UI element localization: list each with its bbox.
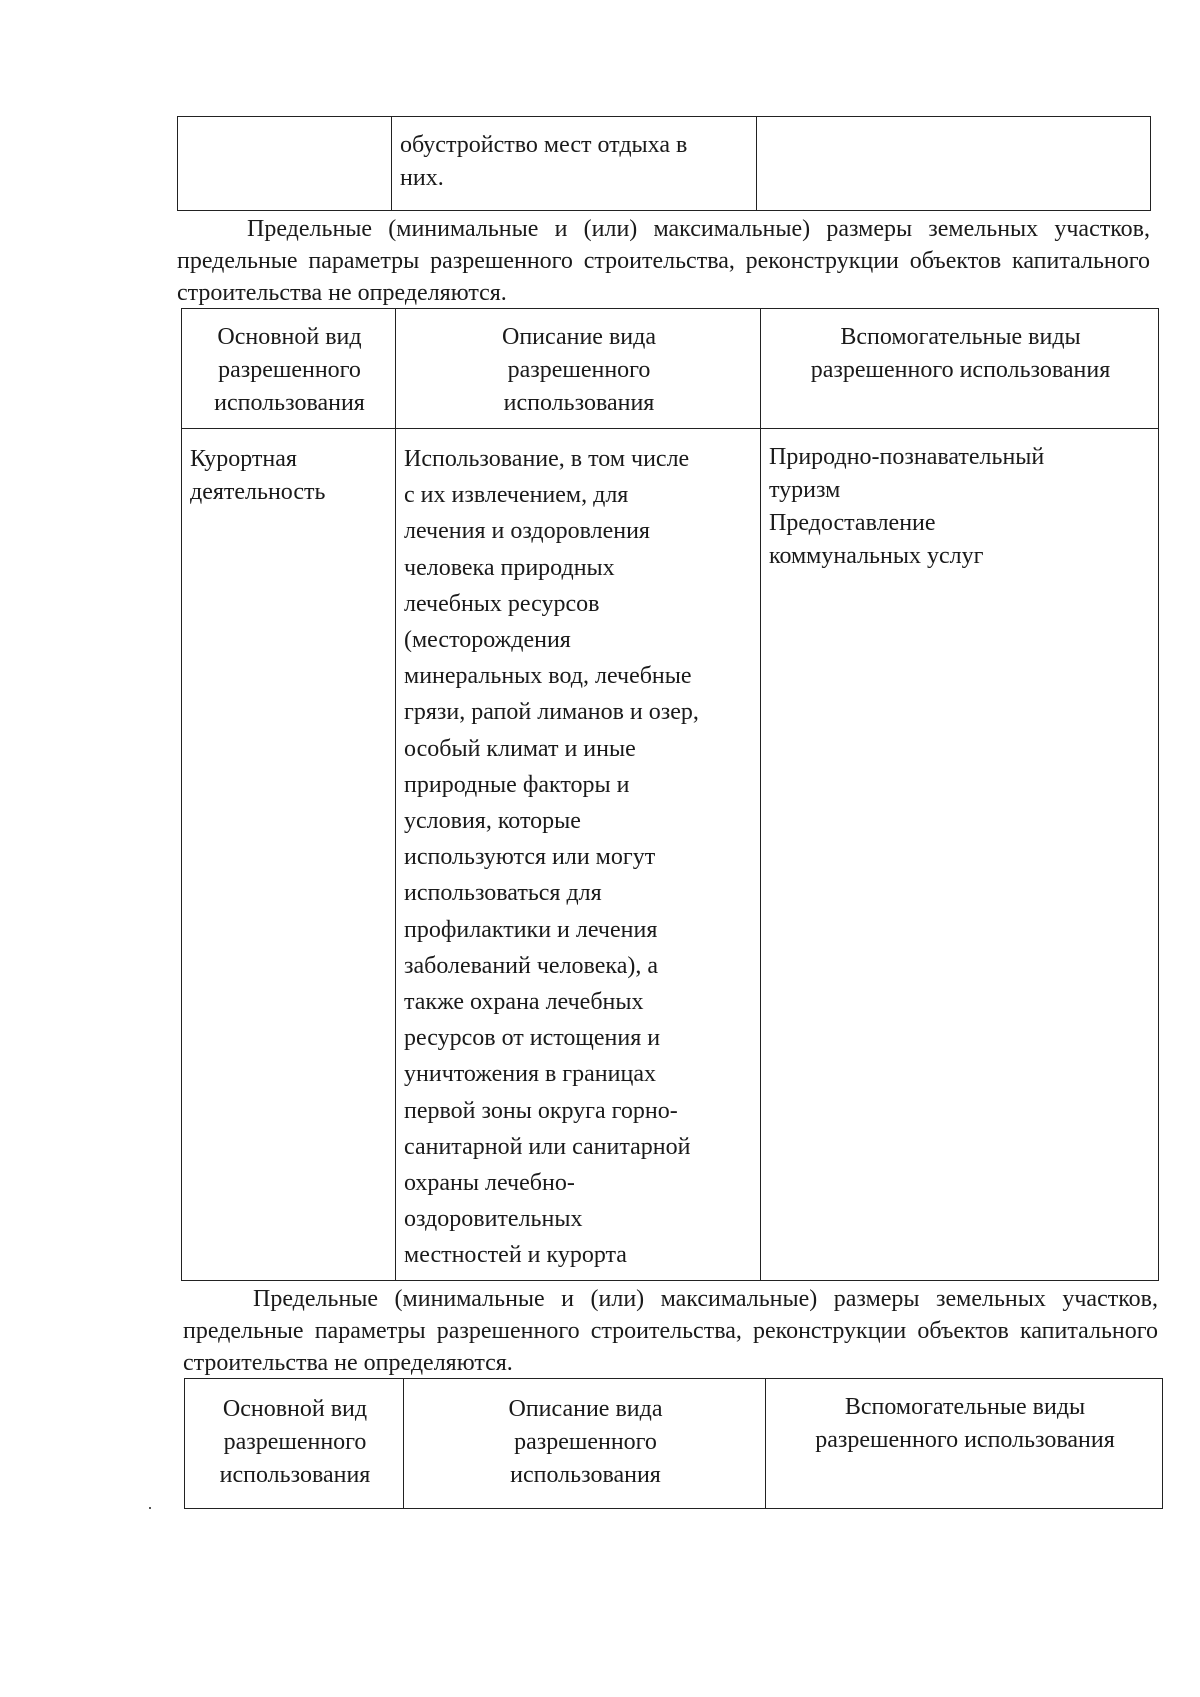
cell-description: Использование, в том числе с их извлечением, для лечения и оздоровления человека природных лечебных ресурсов (месторождения минеральных вод, лечебные грязи, рапой лиманов и озер, особый климат и иные природные факторы и условия, которые используются или могут использоваться для профилактики и лечения заболеваний человека), а также охрана лечебных ресурсов от истощения и уничтожения в границах первой зоны округа горно- санитарной или санитарной охраны лечебно- оздоровительных местностей и курорта <box>396 429 761 1281</box>
table-permitted-use-2 <box>184 1378 1163 1509</box>
table-header-row <box>185 1379 1163 1509</box>
table-permitted-use <box>181 308 1159 1281</box>
table-cell <box>178 117 392 211</box>
scan-speck <box>149 1507 151 1509</box>
table-cell <box>757 117 1151 211</box>
header-auxiliary: Вспомогательные виды разрешенного использования <box>766 1379 1163 1509</box>
header-auxiliary: Вспомогательные виды разрешенного использования <box>761 309 1159 429</box>
cell-auxiliary: Природно-познавательный туризм Предоставление коммунальных услуг <box>761 429 1159 1281</box>
table-cell <box>392 117 757 211</box>
table-row <box>182 429 1159 1281</box>
paragraph-text: Предельные (минимальные и (или) максимальные) размеры земельных участков, предельные параметры разрешенного строительства, реконструкции объектов капитального строительства не определяются. <box>177 216 1150 306</box>
paragraph-limits-2 <box>183 1283 1158 1379</box>
paragraph-limits-1 <box>177 213 1150 309</box>
cell-text <box>178 117 391 125</box>
header-main-type: Основной вид разрешенного использования <box>182 309 396 429</box>
table-continuation <box>177 116 1151 211</box>
cell-main-type: Курортная деятельность <box>182 429 396 1281</box>
header-description: Описание вида разрешенного использования <box>396 309 761 429</box>
cell-text <box>757 117 1150 125</box>
cell-text: обустройство мест отдыха в них. <box>400 132 688 191</box>
table-row <box>178 117 1151 211</box>
paragraph-text: Предельные (минимальные и (или) максимальные) размеры земельных участков, предельные параметры разрешенного строительства, реконструкции объектов капитального строительства не определяются. <box>183 1286 1158 1376</box>
table-header-row <box>182 309 1159 429</box>
header-description: Описание вида разрешенного использования <box>404 1379 766 1509</box>
header-main-type: Основной вид разрешенного использования <box>185 1379 404 1509</box>
